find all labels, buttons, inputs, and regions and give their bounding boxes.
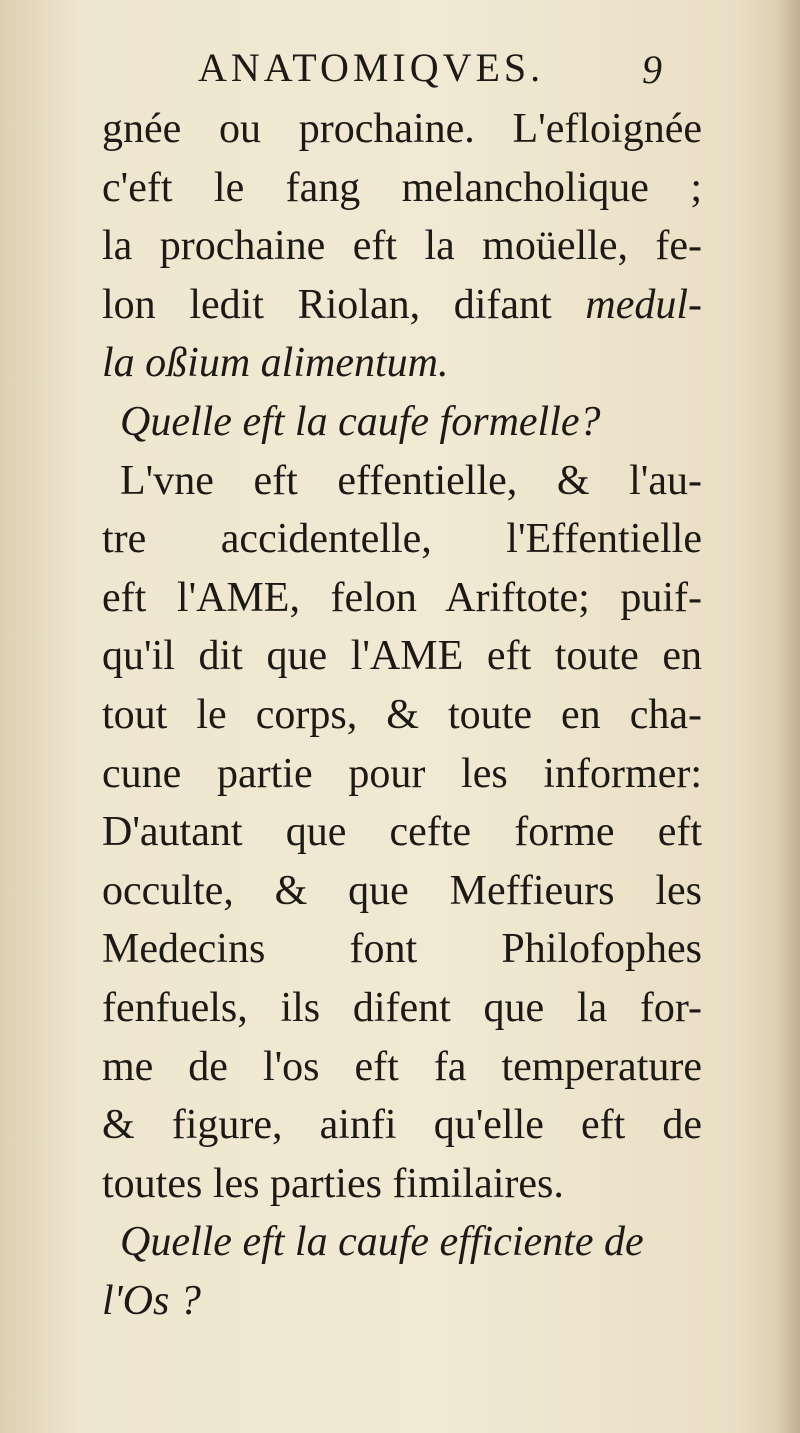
text-line-18: & figure, ainfi qu'elle eft de bbox=[102, 1102, 702, 1149]
text-line-4-italic: medul- bbox=[585, 281, 702, 328]
text-line-21: l'Os ? bbox=[102, 1277, 201, 1324]
text-line-2: c'eft le fang melancholique ; bbox=[102, 164, 702, 211]
page-edge-shadow bbox=[778, 0, 800, 1433]
text-line-10: qu'il dit que l'AME eft toute en bbox=[102, 633, 702, 680]
text-line-11: tout le corps, & toute en cha- bbox=[102, 691, 702, 738]
running-title: ANATOMIQVES. bbox=[198, 45, 545, 90]
text-line-9: eft l'AME, felon Ariftote; puif- bbox=[102, 574, 702, 621]
text-line-7: L'vne eft effentielle, & l'au- bbox=[120, 457, 702, 504]
text-line-16: fenfuels, ils difent que la for- bbox=[102, 984, 702, 1031]
text-line-12: cune partie pour les informer: bbox=[102, 750, 702, 797]
question-efficiente: Quelle eft la caufe efficiente de bbox=[120, 1219, 644, 1266]
text-line-13: D'autant que cefte forme eft bbox=[102, 809, 702, 856]
text-line-3: la prochaine eft la moüelle, fe- bbox=[102, 223, 702, 270]
text-line-8: tre accidentelle, l'Effentielle bbox=[102, 516, 702, 563]
page-number: 9 bbox=[642, 47, 662, 92]
text-line-19: toutes les parties fimilaires. bbox=[102, 1160, 564, 1207]
text-line-4-roman: lon ledit Riolan, difant bbox=[102, 281, 586, 328]
text-line-14: occulte, & que Meffieurs les bbox=[102, 867, 702, 914]
text-line-1: gnée ou prochaine. L'efloignée bbox=[102, 106, 702, 152]
text-line-5: la oßium alimentum. bbox=[102, 340, 449, 387]
page-header bbox=[0, 44, 800, 104]
text-line-17: me de l'os eft fa temperature bbox=[102, 1043, 702, 1090]
question-formelle: Quelle eft la caufe formelle? bbox=[120, 398, 601, 445]
text-line-4 bbox=[102, 276, 702, 335]
text-line-15: Medecins font Philofophes bbox=[102, 926, 702, 973]
body-text bbox=[102, 100, 702, 1330]
